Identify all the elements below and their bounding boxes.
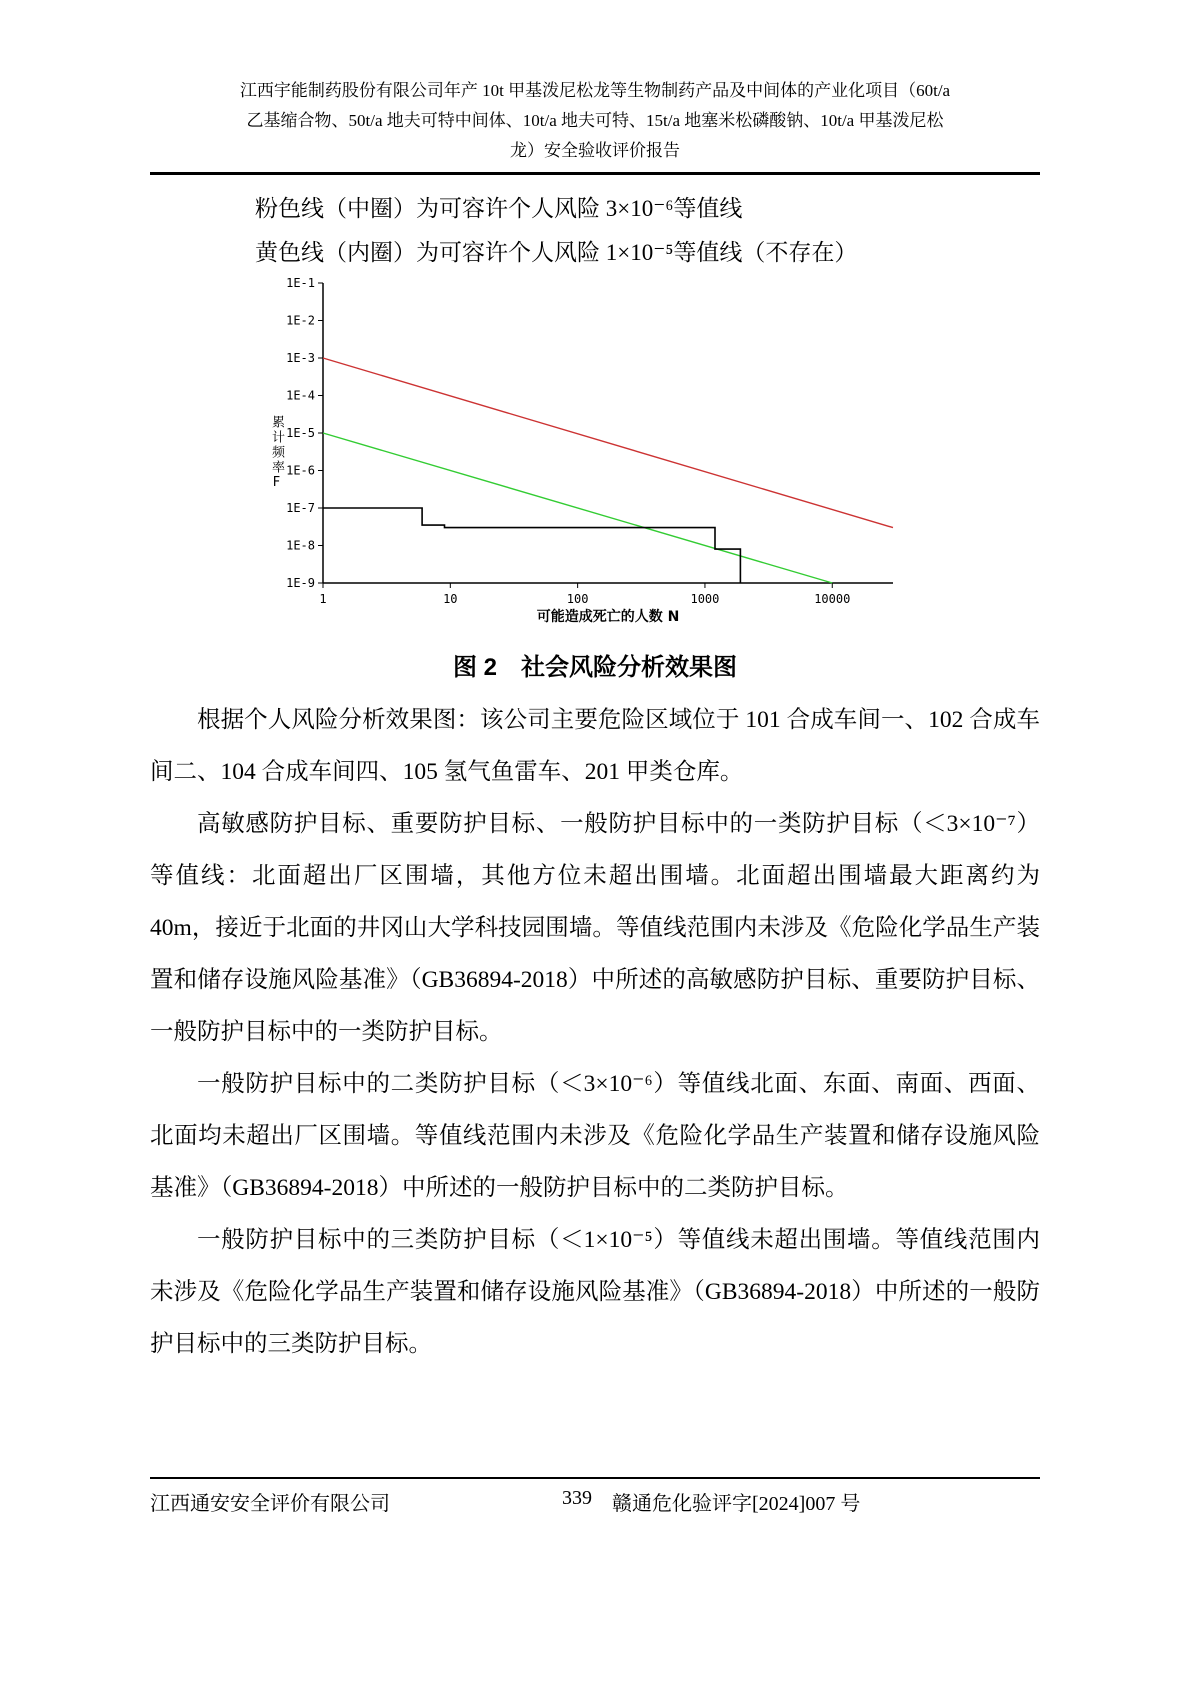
svg-text:1E-4: 1E-4 bbox=[286, 388, 315, 403]
svg-text:1E-8: 1E-8 bbox=[286, 538, 315, 553]
legend-yellow-line: 黄色线（内圈）为可容许个人风险 1×10⁻⁵等值线（不存在） bbox=[255, 240, 858, 265]
footer-company: 江西通安安全评价有限公司 bbox=[150, 1493, 390, 1515]
svg-text:1E-1: 1E-1 bbox=[286, 277, 315, 290]
page-footer bbox=[150, 1487, 1040, 1517]
fn-chart bbox=[265, 277, 905, 629]
svg-text:可能造成死亡的人数 N: 可能造成死亡的人数 N bbox=[536, 609, 680, 625]
svg-text:1E-6: 1E-6 bbox=[286, 463, 315, 478]
figure-caption: 图 2 社会风险分析效果图 bbox=[452, 654, 737, 681]
footer-doc-number: 赣通危化验评字[2024]007 号 bbox=[612, 1493, 861, 1515]
header-divider bbox=[150, 172, 1040, 175]
paragraph-class2-protection-targets: 一般防护目标中的二类防护目标（＜3×10⁻⁶）等值线北面、东面、南面、西面、北面均未超出厂区围墙。等值线范围内未涉及《危险化学品生产装置和储存设施风险基准》（GB36894-2018）中所述的一般防护目标中的二类防护目标。 bbox=[150, 1071, 1040, 1201]
report-header bbox=[150, 76, 1040, 166]
fn-chart-svg bbox=[265, 277, 905, 629]
header-line-1: 江西宇能制药股份有限公司年产 10t 甲基泼尼松龙等生物制药产品及中间体的产业化项目（60t/a bbox=[239, 81, 951, 100]
footer-divider bbox=[150, 1477, 1040, 1479]
footer-page-number: 339 bbox=[562, 1487, 592, 1509]
svg-text:1: 1 bbox=[319, 592, 327, 606]
svg-text:10000: 10000 bbox=[814, 592, 851, 606]
svg-text:100: 100 bbox=[566, 592, 589, 606]
risk-contour-legend bbox=[255, 187, 1040, 275]
svg-text:1E-5: 1E-5 bbox=[286, 426, 315, 440]
svg-text:1E-2: 1E-2 bbox=[286, 313, 315, 328]
svg-text:1E-7: 1E-7 bbox=[286, 501, 315, 515]
svg-text:1E-9: 1E-9 bbox=[286, 576, 315, 590]
legend-pink-line: 粉色线（中圈）为可容许个人风险 3×10⁻⁶等值线 bbox=[255, 196, 743, 221]
svg-text:10: 10 bbox=[443, 592, 458, 606]
paragraph-class3-protection-targets: 一般防护目标中的三类防护目标（＜1×10⁻⁵）等值线未超出围墙。等值线范围内未涉及《危险化学品生产装置和储存设施风险基准》（GB36894-2018）中所述的一般防护目标中的三类防护目标。 bbox=[150, 1227, 1040, 1357]
y-axis-title: 累计频率F bbox=[269, 415, 284, 492]
header-line-2: 乙基缩合物、50t/a 地夫可特中间体、10t/a 地夫可特、15t/a 地塞米松磷酸钠、10t/a 甲基泼尼松 bbox=[246, 111, 944, 130]
paragraph-individual-risk-summary: 根据个人风险分析效果图：该公司主要危险区域位于 101 合成车间一、102 合成车间二、104 合成车间四、105 氢气鱼雷车、201 甲类仓库。 bbox=[150, 707, 1040, 785]
analysis-text bbox=[150, 694, 1040, 1370]
header-line-3: 龙）安全验收评价报告 bbox=[510, 141, 680, 160]
svg-text:1E-3: 1E-3 bbox=[286, 351, 315, 365]
svg-text:1000: 1000 bbox=[690, 592, 720, 606]
paragraph-class1-protection-targets: 高敏感防护目标、重要防护目标、一般防护目标中的一类防护目标（＜3×10⁻⁷）等值线：北面超出厂区围墙，其他方位未超出围墙。北面超出围墙最大距离约为 40m，接近于北面的井冈山大学科技园围墙。等值线范围内未涉及《危险化学品生产装置和储存设施风险基准》（GB36894-2018）中所述的高敏感防护目标、重要防护目标、一般防护目标中的一类防护目标。 bbox=[150, 811, 1040, 1045]
